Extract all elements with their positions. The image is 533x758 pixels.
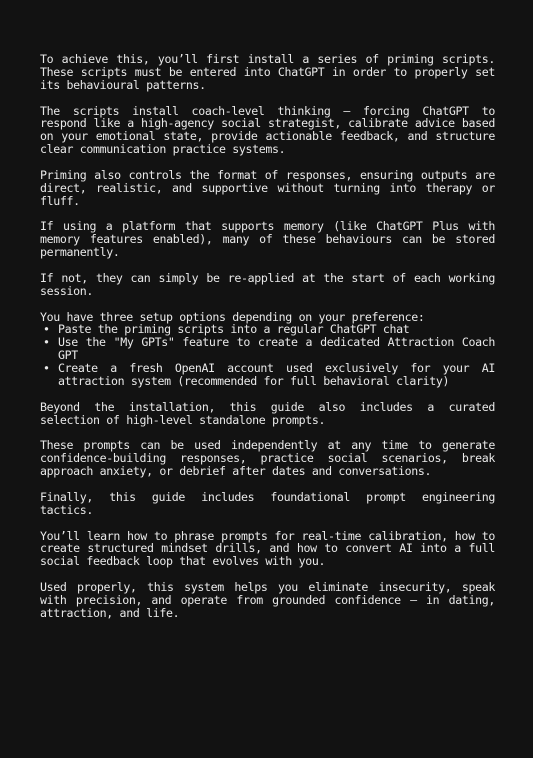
paragraph-priming-format: Priming also controls the format of responses, ensuring outputs are direct, realistic, and supportive without turning into therapy or fluff. xyxy=(40,167,495,208)
paragraph-install-intro: To achieve this, you’ll first install a series of priming scripts. These scripts must be entered into ChatGPT in order to properly set its behavioural patterns. xyxy=(40,52,495,92)
list-item-text: Use the "My GPTs" feature to create a dedicated Attraction Coach GPT xyxy=(58,335,495,363)
paragraph-prompt-engineering: Finally, this guide includes foundational prompt engineering tactics. xyxy=(40,489,495,517)
paragraph-standalone-prompts: Beyond the installation, this guide also includes a curated selection of high-level standalone prompts. xyxy=(40,399,495,427)
paragraph-memory: If using a platform that supports memory (like ChatGPT Plus with memory features enabled), many of these behaviours can be stored permanently. xyxy=(40,219,495,260)
list-item xyxy=(43,361,495,389)
paragraph-learn-phrasing: You’ll learn how to phrase prompts for real-time calibration, how to create structured mindset drills, and how to convert AI into a full social feedback loop that evolves with you. xyxy=(40,528,495,569)
bullet-icon: • xyxy=(43,361,50,376)
list-intro: You have three setup options depending on your preference: xyxy=(40,309,425,324)
bullet-icon: • xyxy=(43,322,50,337)
list-item-text: Create a fresh OpenAI account used exclusively for your AI attraction system (recommended for full behavioral clarity) xyxy=(58,361,495,389)
list-item xyxy=(43,335,495,363)
list-item-text: Paste the priming scripts into a regular ChatGPT chat xyxy=(58,322,410,337)
paragraph-coach-thinking: The scripts install coach-level thinking — forcing ChatGPT to respond like a high-agency social strategist, calibrate advice based on your emotional state, provide actionable feedback, and structure clear communication practice systems. xyxy=(40,103,495,157)
paragraph-conclusion: Used properly, this system helps you eliminate insecurity, speak with precision, and operate from grounded confidence — in dating, attraction, and life. xyxy=(40,580,495,620)
paragraph-reapply: If not, they can simply be re-applied at the start of each working session. xyxy=(40,270,495,298)
setup-options-list xyxy=(40,323,495,388)
bullet-icon: • xyxy=(43,335,50,350)
paragraph-prompt-uses: These prompts can be used independently at any time to generate confidence-building responses, practice social scenarios, break approach anxiety, or debrief after dates and conversations. xyxy=(40,438,495,479)
